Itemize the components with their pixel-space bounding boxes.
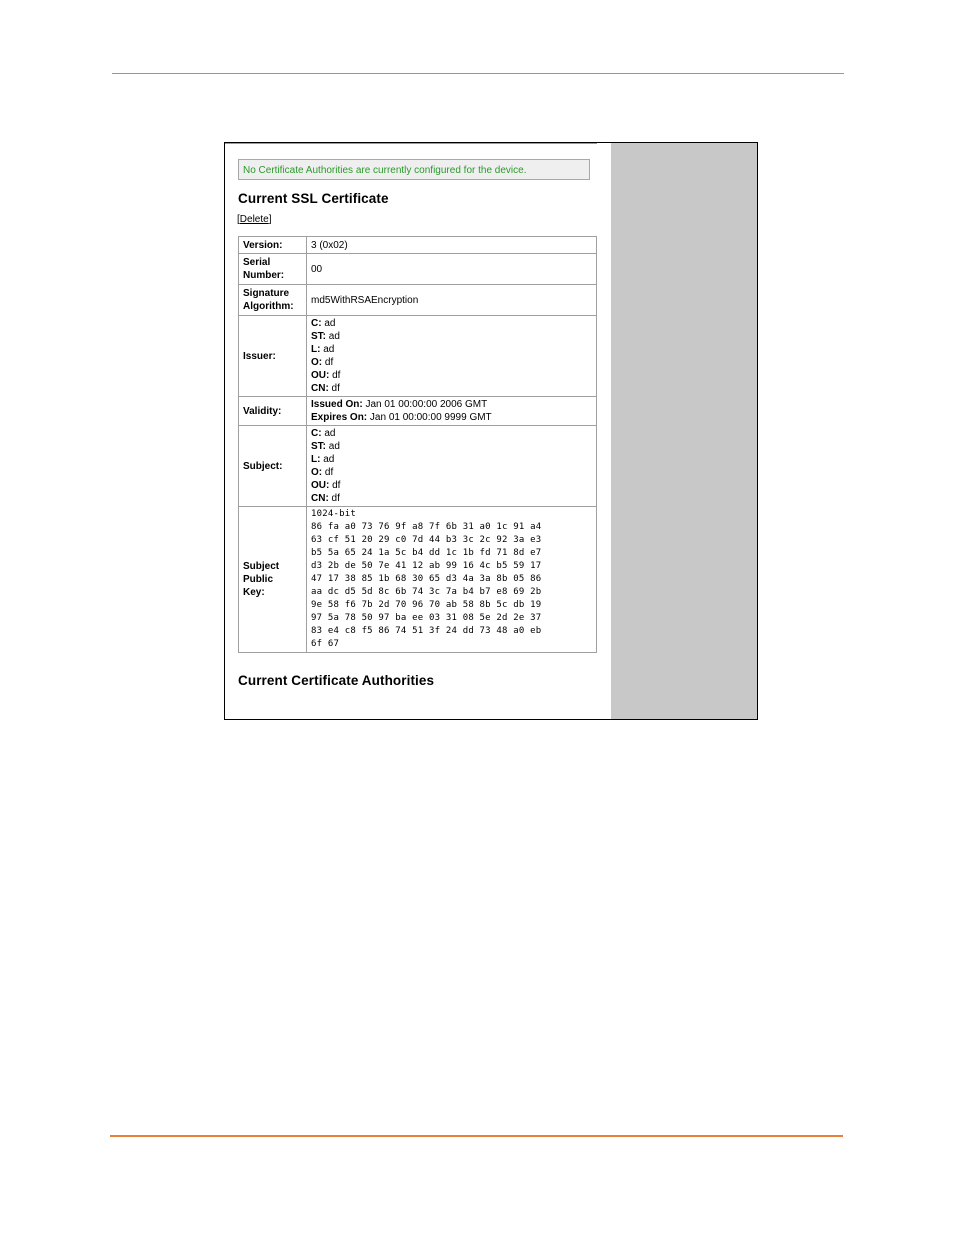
- subject-cn: CN: df: [311, 493, 340, 504]
- serial-label-line2: Number:: [243, 270, 285, 281]
- frame-top-line: [225, 143, 597, 144]
- serial-value: 00: [307, 254, 597, 285]
- delete-link-wrap: [237, 214, 271, 225]
- public-key-line: 86 fa a0 73 76 9f a8 7f 6b 31 a0 1c 91 a4: [311, 522, 542, 532]
- subject-l: L: ad: [311, 454, 335, 465]
- public-key-line: 6f 67: [311, 639, 340, 649]
- serial-label: [239, 254, 307, 285]
- issuer-value: [307, 316, 597, 397]
- public-key-line: 9e 58 f6 7b 2d 70 96 70 ab 58 8b 5c db 19: [311, 600, 542, 610]
- side-panel: [611, 143, 757, 719]
- row-signature: [239, 285, 597, 316]
- public-key-line: 47 17 38 85 1b 68 30 65 d3 4a 3a 8b 05 86: [311, 574, 542, 584]
- issuer-o: O: df: [311, 357, 334, 368]
- public-key-label-line1: Subject: [243, 561, 280, 572]
- row-validity: [239, 397, 597, 426]
- signature-label: [239, 285, 307, 316]
- validity-label: Validity:: [239, 397, 307, 426]
- row-subject: [239, 426, 597, 507]
- serial-label-line1: Serial: [243, 257, 271, 268]
- subject-o: O: df: [311, 467, 334, 478]
- public-key-label-line2: Public: [243, 574, 274, 585]
- issuer-label: Issuer:: [239, 316, 307, 397]
- public-key-line: d3 2b de 50 7e 41 12 ab 99 16 4c b5 59 17: [311, 561, 542, 571]
- public-key-line: 97 5a 78 50 97 ba ee 03 31 08 5e 2d 2e 37: [311, 613, 542, 623]
- row-issuer: [239, 316, 597, 397]
- delete-link[interactable]: Delete: [239, 214, 269, 225]
- row-serial: [239, 254, 597, 285]
- row-public-key: [239, 507, 597, 653]
- public-key-line: 63 cf 51 20 29 c0 7d 44 b3 3c 2c 92 3a e3: [311, 535, 542, 545]
- delete-bracket-open: [: [237, 214, 240, 225]
- public-key-line: b5 5a 65 24 1a 5c b4 dd 1c 1b fd 71 8d e7: [311, 548, 542, 558]
- subject-label: Subject:: [239, 426, 307, 507]
- public-key-line: 83 e4 c8 f5 86 74 51 3f 24 dd 73 48 a0 eb: [311, 626, 542, 636]
- certificate-table: [238, 236, 597, 653]
- header-rule: [112, 73, 844, 74]
- ca-notice: No Certificate Authorities are currently configured for the device.: [238, 159, 590, 180]
- subject-st: ST: ad: [311, 441, 340, 452]
- subject-c: C: ad: [311, 428, 336, 439]
- public-key-line: 1024-bit: [311, 509, 356, 519]
- issuer-l: L: ad: [311, 344, 335, 355]
- version-label: Version:: [239, 237, 307, 254]
- issuer-c: C: ad: [311, 318, 336, 329]
- screenshot-frame: [224, 142, 758, 720]
- version-value: 3 (0x02): [307, 237, 597, 254]
- footer-rule: [110, 1135, 843, 1137]
- signature-value: md5WithRSAEncryption: [307, 285, 597, 316]
- public-key-line: aa dc d5 5d 8c 6b 74 3c 7a b4 b7 e8 69 2b: [311, 587, 542, 597]
- certificate-authorities-title: Current Certificate Authorities: [238, 673, 435, 688]
- validity-value: [307, 397, 597, 426]
- subject-value: [307, 426, 597, 507]
- delete-bracket-close: ]: [268, 214, 272, 225]
- validity-issued: Issued On: Jan 01 00:00:00 2006 GMT: [311, 399, 488, 410]
- ssl-certificate-title: Current SSL Certificate: [238, 191, 389, 206]
- row-version: [239, 237, 597, 254]
- issuer-cn: CN: df: [311, 383, 340, 394]
- issuer-st: ST: ad: [311, 331, 340, 342]
- subject-ou: OU: df: [311, 480, 341, 491]
- public-key-value: [307, 507, 597, 653]
- public-key-label: [239, 507, 307, 653]
- validity-expires: Expires On: Jan 01 00:00:00 9999 GMT: [311, 412, 492, 423]
- signature-label-line2: Algorithm:: [243, 301, 294, 312]
- signature-label-line1: Signature: [243, 288, 290, 299]
- public-key-label-line3: Key:: [243, 587, 265, 598]
- issuer-ou: OU: df: [311, 370, 341, 381]
